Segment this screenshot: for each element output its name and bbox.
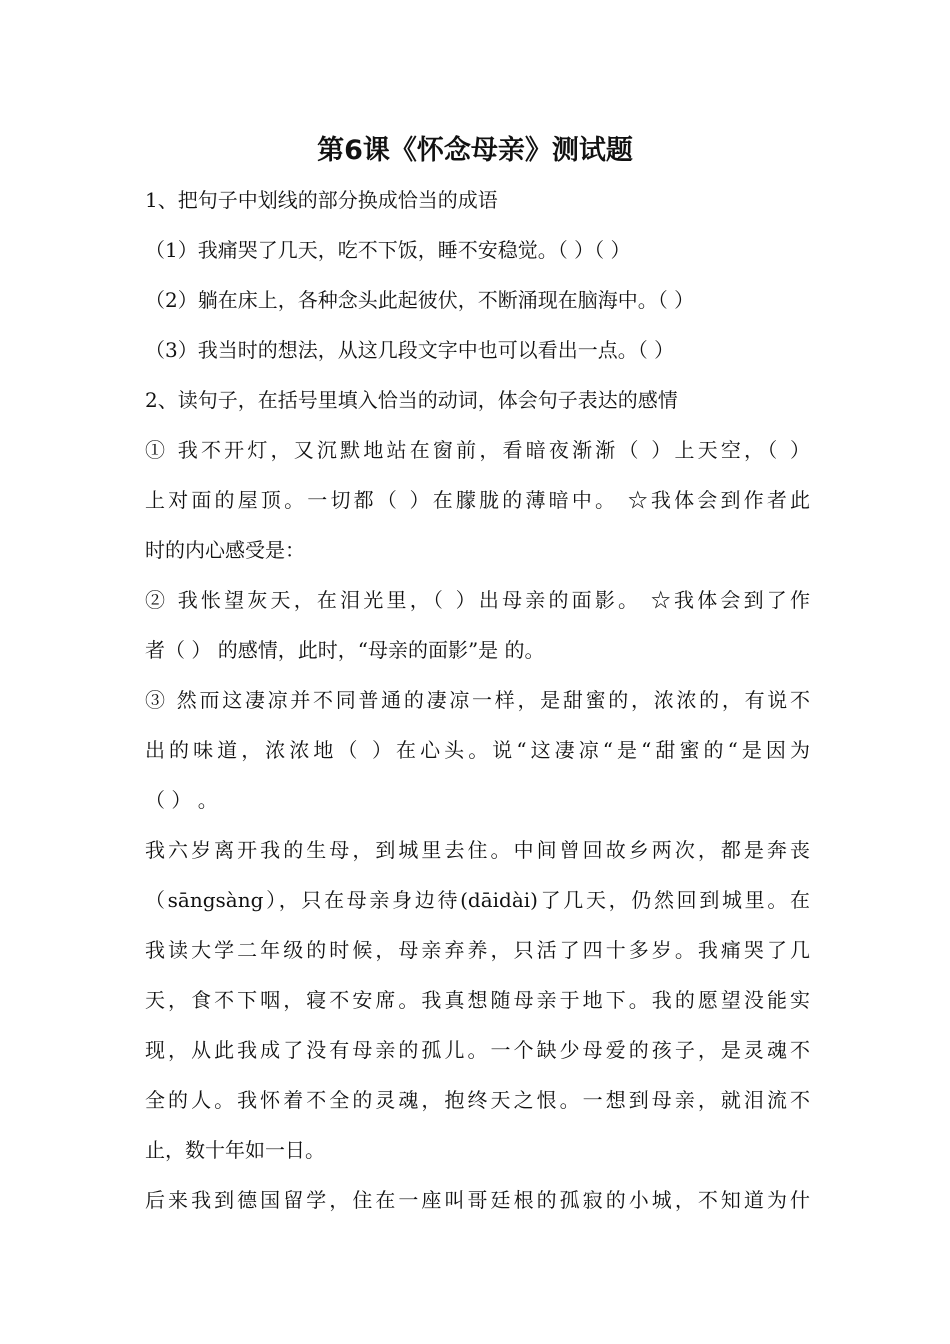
question-2-heading: 2、读句子，在括号里填入恰当的动词，体会句子表达的感情: [145, 388, 678, 412]
passage-line-3: 我读大学二年级的时候，母亲弃养，只活了四十多岁。我痛哭了几: [145, 938, 810, 962]
passage-line-6: 全的人。我怀着不全的灵魂，抱终天之恨。一想到母亲，就泪流不: [145, 1088, 810, 1112]
passage-line-5: 现，从此我成了没有母亲的孤儿。一个缺少母爱的孩子，是灵魂不: [145, 1038, 810, 1062]
passage-line-1: 我六岁离开我的生母，到城里去住。中间曾回故乡两次，都是奔丧: [145, 838, 810, 862]
question-2-item-1-line-2: 上对面的屋顶。一切都（ ）在朦胧的薄暗中。 ☆我体会到作者此: [145, 488, 810, 512]
question-2-item-2-line-1: ② 我怅望灰天，在泪光里，（ ）出母亲的面影。 ☆我体会到了作: [145, 588, 810, 612]
question-2-item-3-line-2: 出的味道，浓浓地（ ）在心头。说“这凄凉“是“甜蜜的“是因为: [145, 738, 810, 762]
question-2-item-1-line-3: 时的内心感受是：: [145, 538, 305, 562]
question-1-item-3: （3）我当时的想法，从这几段文字中也可以看出一点。（ ）: [145, 338, 675, 362]
document-title: 第6课《怀念母亲》测试题: [317, 135, 633, 166]
question-1-heading: 1、把句子中划线的部分换成恰当的成语: [145, 188, 498, 212]
question-2-item-3-line-1: ③ 然而这凄凉并不同普通的凄凉一样，是甜蜜的，浓浓的，有说不: [145, 688, 810, 712]
passage-line-7: 止，数十年如一日。: [145, 1138, 325, 1162]
passage-line-2: （sāngsàng），只在母亲身边待(dāidài)了几天，仍然回到城里。在: [145, 888, 810, 912]
question-1-item-1: （1）我痛哭了几天，吃不下饭，睡不安稳觉。（ ）（ ）: [145, 238, 631, 262]
passage-line-4: 天，食不下咽，寝不安席。我真想随母亲于地下。我的愿望没能实: [145, 988, 810, 1012]
question-2-item-3-line-3: （ ） 。: [145, 788, 218, 812]
passage-line-8: 后来我到德国留学，住在一座叫哥廷根的孤寂的小城，不知道为什: [145, 1188, 810, 1212]
question-2-item-1-line-1: ① 我不开灯，又沉默地站在窗前，看暗夜渐渐（ ）上天空，（ ）: [145, 438, 810, 462]
question-2-item-2-line-2: 者（ ） 的感情，此时，“母亲的面影”是 的。: [145, 638, 545, 662]
question-1-item-2: （2）躺在床上，各种念头此起彼伏，不断涌现在脑海中。（ ）: [145, 288, 695, 312]
